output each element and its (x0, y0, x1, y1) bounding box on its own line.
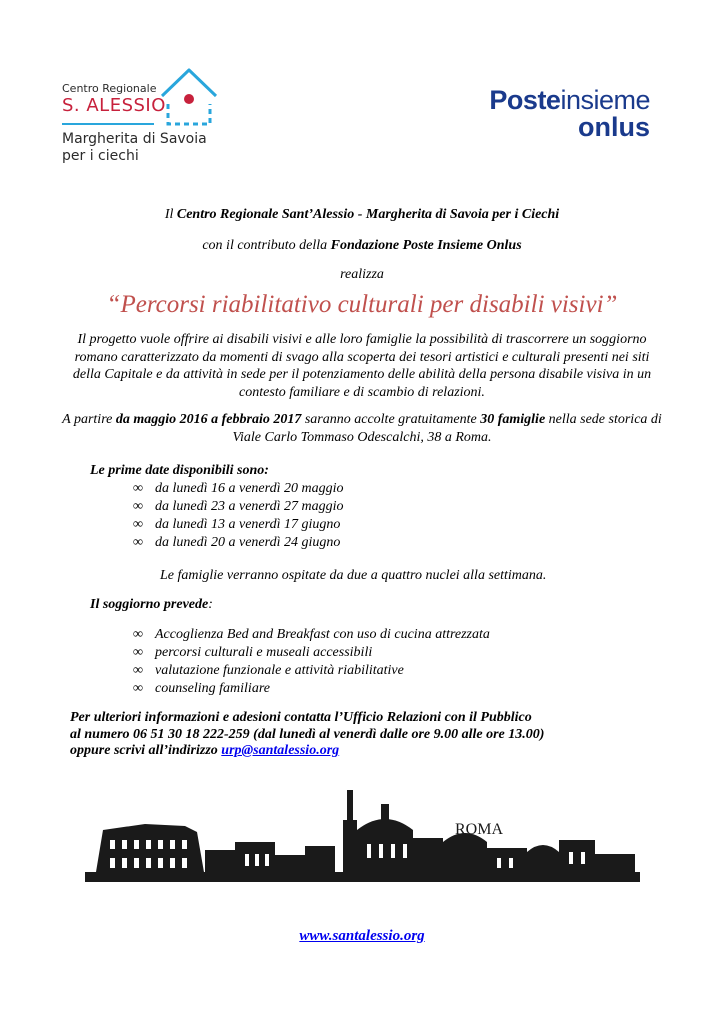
intro-line-3: realizza (340, 267, 384, 282)
contact-line-2: al numero 06 51 30 18 222-259 (dal lunedì al venerdì dalle ore 9.00 alle ore 13.00) (70, 726, 545, 742)
dates-label: Le prime date disponibili sono: (90, 463, 269, 478)
rome-skyline-image (85, 780, 640, 885)
santalessio-logo (62, 62, 232, 172)
stay-label: Il soggiorno prevede: (90, 597, 213, 612)
infinity-bullet-icon: ∞ (133, 517, 143, 532)
logo-line-salessio: S. ALESSIO (62, 95, 166, 116)
stay-item: ∞ valutazione funzionale e attività riabilitative (133, 663, 404, 678)
posteinsieme-logo (442, 85, 662, 145)
date-item: ∞ da lunedì 23 a venerdì 27 maggio (133, 499, 344, 514)
period-paragraph: A partire da maggio 2016 a febbraio 2017 saranno accolte gratuitamente 30 famiglie nella sede storica di Viale Carlo Tommaso Odescalchi, 38 a Roma. (62, 412, 662, 445)
intro-line-1: Il Centro Regionale Sant’Alessio - Margherita di Savoia per i Ciechi (164, 207, 560, 222)
logo-posteinsieme: Posteinsieme (489, 85, 650, 115)
stay-item: ∞ Accoglienza Bed and Breakfast con uso di cucina attrezzata (133, 627, 490, 642)
infinity-bullet-icon: ∞ (133, 535, 143, 550)
stay-item: ∞ percorsi culturali e museali accessibili (133, 645, 373, 660)
page-title: “Percorsi riabilitativo culturali per disabili visivi” (106, 291, 618, 318)
website-link[interactable]: www.santalessio.org (299, 928, 425, 944)
infinity-bullet-icon: ∞ (133, 481, 143, 496)
footer-website (40, 928, 684, 945)
email-link[interactable]: urp@santalessio.org (221, 743, 340, 758)
infinity-bullet-icon: ∞ (133, 681, 143, 696)
logo-line-margherita: Margherita di Savoia per i ciechi (62, 131, 207, 164)
infinity-bullet-icon: ∞ (133, 663, 143, 678)
contact-line-3: oppure scrivi all’indirizzo urp@santalessio.org (70, 743, 340, 758)
contact-line-1: Per ulteriori informazioni e adesioni contatta l’Ufficio Relazioni con il Pubblico (70, 710, 532, 725)
contact-info (70, 710, 630, 760)
logo-divider (62, 123, 154, 125)
date-item: ∞ da lunedì 16 a venerdì 20 maggio (133, 481, 344, 496)
logo-line-ciechi: per i ciechi (62, 148, 139, 164)
families-note: Le famiglie verranno ospitate da due a quattro nuclei alla settimana. (160, 568, 547, 583)
infinity-bullet-icon: ∞ (133, 627, 143, 642)
skyline-label: ROMA (455, 821, 504, 838)
intro-line-2: con il contributo della Fondazione Poste Insieme Onlus (202, 238, 522, 253)
project-description: Il progetto vuole offrire ai disabili visivi e alle loro famiglie la possibilità di trascorrere un soggiorno romano caratterizzato da momenti di svago alla scoperta dei tesori artistici e culturali presenti nei siti della Capitale e da attività in sede per il potenziamento delle abilità della persona disabile visiva in un contesto familiare e di scambio di relazioni. (72, 332, 652, 400)
logo-onlus: onlus (578, 112, 650, 142)
house-icon (154, 62, 224, 132)
infinity-bullet-icon: ∞ (133, 499, 143, 514)
stay-item: ∞ counseling familiare (133, 681, 270, 696)
date-item: ∞ da lunedì 13 a venerdì 17 giugno (133, 517, 341, 532)
date-item: ∞ da lunedì 20 a venerdì 24 giugno (133, 535, 341, 550)
logo-line-centro: Centro Regionale (62, 82, 157, 95)
infinity-bullet-icon: ∞ (133, 645, 143, 660)
